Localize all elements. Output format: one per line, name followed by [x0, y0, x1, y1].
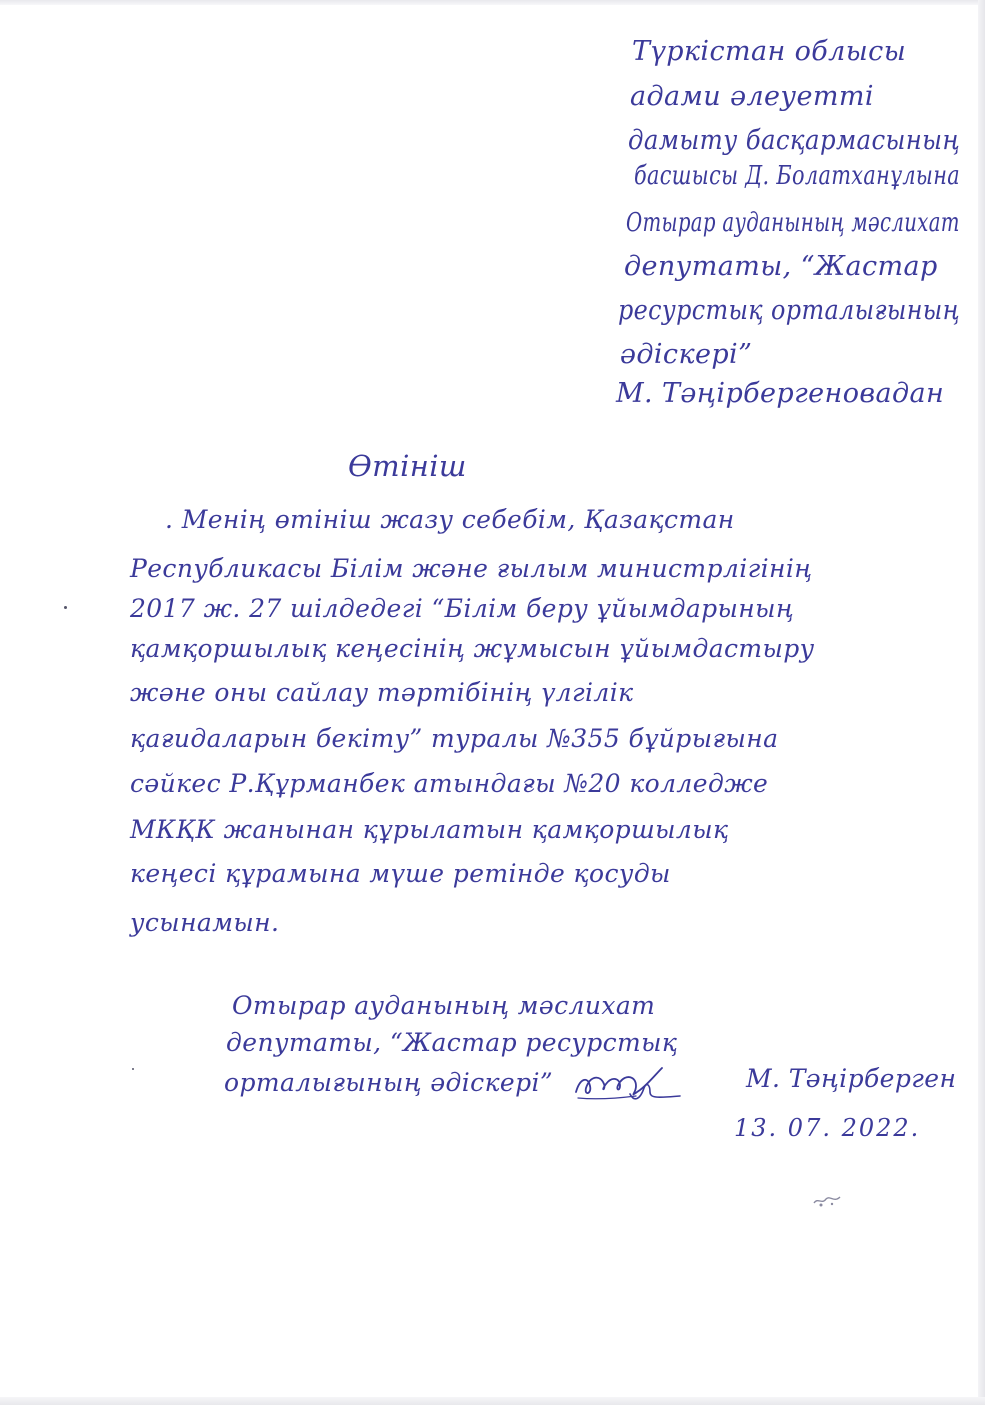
page-edge-bottom	[0, 1397, 985, 1405]
addressee-line: әдіскері”	[620, 339, 753, 370]
stray-dot	[132, 1068, 134, 1070]
addressee-line: депутаты, “Жастар	[624, 251, 938, 282]
signature-line: депутаты, “Жастар ресурстық	[226, 1028, 678, 1057]
body-line: қағидаларын бекіту” туралы №355 бұйрығына	[130, 724, 779, 753]
stray-dot	[64, 606, 67, 609]
addressee-line: Түркістан облысы	[632, 36, 907, 67]
body-line: усынамын.	[130, 908, 280, 937]
addressee-line: М. Тәңірбергеновадан	[616, 378, 945, 409]
body-line: . Менің өтініш жазу себебім, Қазақстан	[165, 505, 735, 534]
ink-smudge	[812, 1193, 842, 1209]
addressee-line: басшысы Д. Болатханұлына	[634, 161, 960, 191]
handwritten-signature	[570, 1058, 685, 1108]
addressee-line: Отырар ауданының мәслихат	[626, 208, 960, 238]
addressee-line: дамыту басқармасының	[628, 125, 961, 156]
page-edge-right	[978, 0, 985, 1405]
body-line: қамқоршылық кеңесінің жұмысын ұйымдастыру	[130, 634, 815, 663]
signer-name: М. Тәңірберген	[746, 1064, 957, 1093]
signature-line: Отырар ауданының мәслихат	[232, 991, 656, 1020]
page-edge-top	[0, 0, 985, 5]
signature-line: орталығының әдіскері”	[224, 1068, 554, 1097]
document-title: Өтініш	[348, 449, 467, 483]
addressee-line: ресурстық орталығының	[618, 295, 960, 326]
body-line: Республикасы Білім және ғылым министрлігінің	[130, 554, 813, 583]
body-line: МКҚК жанынан құрылатын қамқоршылық	[130, 815, 729, 844]
body-line: сәйкес Р.Құрманбек атындағы №20 колледже	[130, 769, 769, 798]
addressee-line: адами әлеуетті	[630, 81, 874, 112]
signature-date: 13. 07. 2022.	[734, 1114, 921, 1142]
body-line: 2017 ж. 27 шілдедегі “Білім беру ұйымдарының	[130, 594, 795, 623]
body-line: және оны сайлау тәртібінің үлгілік	[130, 678, 634, 707]
body-line: кеңесі құрамына мүше ретінде қосуды	[130, 859, 671, 888]
